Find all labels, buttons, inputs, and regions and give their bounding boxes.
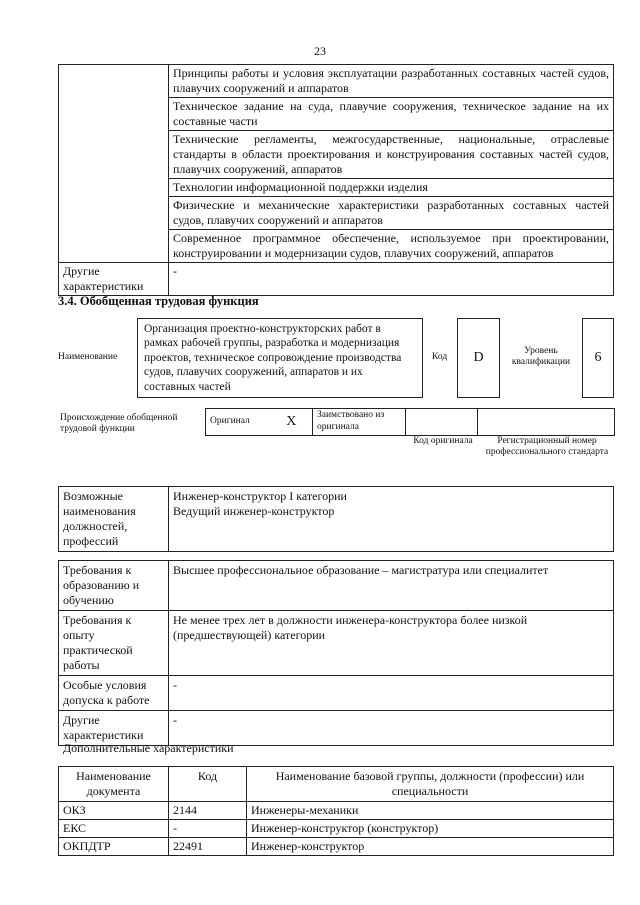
- section-heading: 3.4. Обобщенная трудовая функция: [58, 294, 259, 308]
- knowledge-item: Технологии информационной поддержки изделия: [169, 179, 614, 197]
- other-characteristics-label: Другие характеристики: [59, 263, 169, 296]
- other-characteristics-label: Другие характеристики: [59, 711, 169, 746]
- knowledge-label-cell: [59, 65, 169, 263]
- original-mark: X: [271, 409, 313, 436]
- additional-characteristics-table: [58, 766, 614, 856]
- position-item: Ведущий инженер-конструктор: [173, 504, 335, 518]
- origin-label: Происхождение обобщенной трудовой функции: [60, 413, 178, 435]
- table-cell: Инженер-конструктор: [247, 838, 614, 856]
- table-cell: ЕКС: [59, 820, 169, 838]
- table-cell: -: [169, 820, 247, 838]
- table-row: [59, 676, 614, 711]
- table-row: [59, 487, 614, 552]
- code-value: D: [457, 318, 500, 398]
- qualification-level-label: Уровень квалификации: [511, 346, 571, 368]
- experience-value: Не менее трех лет в должности инженера-конструктора более низкой (предшествующей) категории: [169, 611, 614, 676]
- origin-code-label: Код оригинала: [413, 436, 473, 446]
- other-characteristics-value: -: [169, 263, 614, 296]
- name-label: Наименование: [58, 352, 118, 362]
- table-row: [59, 838, 614, 856]
- table-row: [59, 561, 614, 611]
- knowledge-item: Физические и механические характеристики разработанных составных частей судов, плавучих сооружений и аппаратов: [169, 197, 614, 230]
- experience-label: Требования к опыту практической работы: [59, 611, 169, 676]
- positions-table: [58, 486, 614, 552]
- knowledge-item: Принципы работы и условия эксплуатации разработанных составных частей судов, плавучих сооружений и аппаратов: [169, 65, 614, 98]
- knowledge-item: Техническое задание на суда, плавучие сооружения, техническое задание на их составные части: [169, 98, 614, 131]
- reg-number-cell: [478, 409, 615, 436]
- positions-value: [169, 487, 614, 552]
- special-conditions-label: Особые условия допуска к работе: [59, 676, 169, 711]
- qualification-level-value: 6: [582, 318, 614, 398]
- table-row: [59, 820, 614, 838]
- position-item: Инженер-конструктор I категории: [173, 489, 347, 503]
- table-row: [59, 263, 614, 296]
- requirements-table: [58, 560, 614, 746]
- table-row: [59, 611, 614, 676]
- knowledge-table: [58, 64, 614, 296]
- code-label: Код: [432, 352, 448, 362]
- column-header: Наименование базовой группы, должности (профессии) или специальности: [247, 767, 614, 802]
- reg-number-label: Регистрационный номер профессионального стандарта: [485, 436, 609, 458]
- table-row: [206, 409, 615, 436]
- positions-label: Возможные наименования должностей, профессий: [59, 487, 169, 552]
- page-number: 23: [314, 44, 326, 58]
- table-cell: ОКПДТР: [59, 838, 169, 856]
- special-conditions-value: -: [169, 676, 614, 711]
- other-characteristics-value: -: [169, 711, 614, 746]
- table-cell: ОКЗ: [59, 802, 169, 820]
- borrowed-label: Заимствовано из оригинала: [313, 409, 406, 436]
- table-cell: Инженеры-механики: [247, 802, 614, 820]
- table-cell: 2144: [169, 802, 247, 820]
- table-cell: 22491: [169, 838, 247, 856]
- knowledge-item: Современное программное обеспечение, используемое при проектировании, конструировании и модернизации судов, плавучих сооружений, аппаратов: [169, 230, 614, 263]
- table-row: [59, 802, 614, 820]
- education-label: Требования к образованию и обучению: [59, 561, 169, 611]
- knowledge-item: Технические регламенты, межгосударственные, национальные, отраслевые стандарты в области проектирования и конструирования составных частей судов, плавучих сооружений, аппаратов: [169, 131, 614, 179]
- column-header: Наименование документа: [59, 767, 169, 802]
- origin-table: [205, 408, 615, 436]
- additional-characteristics-heading: Дополнительные характеристики: [63, 741, 234, 755]
- table-cell: Инженер-конструктор (конструктор): [247, 820, 614, 838]
- origin-code-cell: [406, 409, 478, 436]
- education-value: Высшее профессиональное образование – магистратура или специалитет: [169, 561, 614, 611]
- function-name-value: Организация проектно-конструкторских работ в рамках рабочей группы, разработка и модернизация проектов, техническое сопровождение производства судов, плавучих сооружений, аппаратов и их составных частей: [137, 318, 423, 398]
- table-row: [59, 65, 614, 98]
- table-header-row: [59, 767, 614, 802]
- column-header: Код: [169, 767, 247, 802]
- original-label: Оригинал: [206, 409, 271, 436]
